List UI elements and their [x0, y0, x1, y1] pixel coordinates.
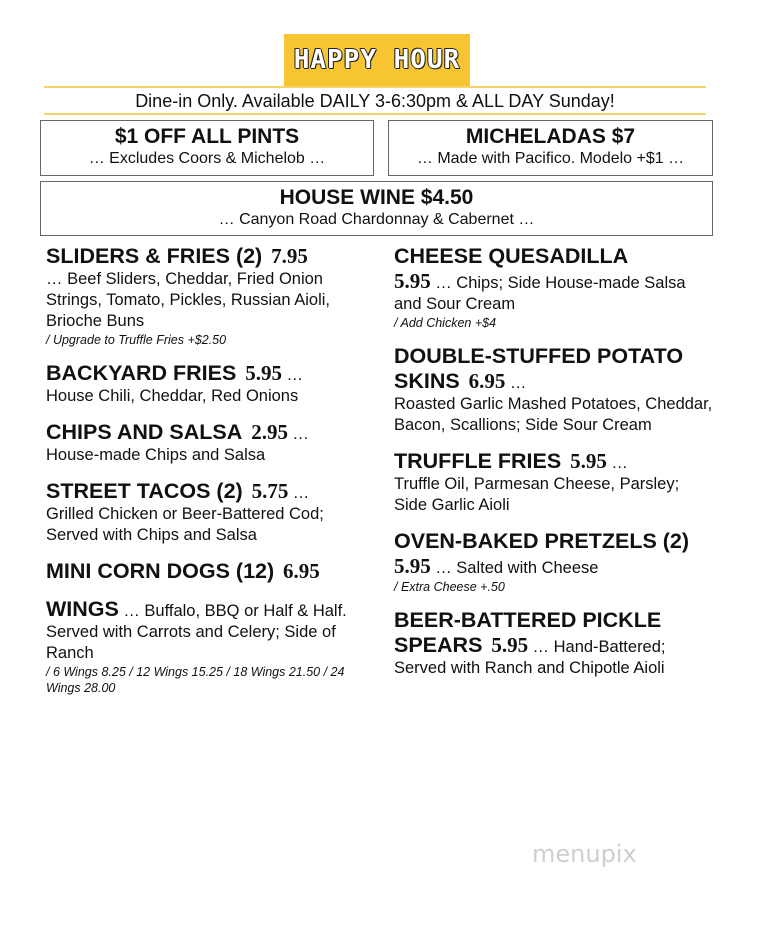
- item-heading: [46, 597, 378, 664]
- banner-title: HAPPY HOUR: [293, 45, 461, 75]
- item-description: Roasted Garlic Mashed Potatoes, Cheddar, Bacon, Scallions; Side Sour Cream: [394, 395, 713, 434]
- menu-item-chips-salsa: [46, 420, 378, 466]
- item-name: CHEESE QUESADILLA: [394, 244, 629, 268]
- item-heading: [394, 529, 716, 579]
- divider-bottom: [44, 113, 706, 115]
- special-title: MICHELADAS $7: [465, 125, 636, 148]
- item-name: TRUFFLE FRIES: [394, 449, 562, 473]
- item-heading: [46, 559, 378, 584]
- item-name: BACKYARD FRIES: [46, 361, 237, 385]
- item-name: MINI CORN DOGS (12): [46, 559, 275, 583]
- special-sub: … Excludes Coors & Michelob …: [88, 150, 326, 167]
- item-description: Truffle Oil, Parmesan Cheese, Parsley; Side Garlic Aioli: [394, 475, 680, 514]
- item-note: / 6 Wings 8.25 / 12 Wings 15.25 / 18 Wings 21.50 / 24 Wings 28.00: [46, 665, 345, 695]
- item-description: House-made Chips and Salsa: [46, 446, 266, 464]
- item-description: … Salted with Cheese: [435, 559, 599, 577]
- item-name: CHIPS AND SALSA: [46, 420, 243, 444]
- menu-item-pretzels: [394, 529, 716, 595]
- item-ellipsis: …: [509, 374, 527, 392]
- item-name: OVEN-BAKED PRETZELS (2): [394, 529, 690, 553]
- item-price: 2.95: [251, 420, 288, 444]
- item-price: 6.95: [468, 369, 506, 393]
- item-name: STREET TACOS (2): [46, 479, 243, 503]
- menu-item-potato-skins: [394, 344, 716, 436]
- menu-item-truffle-fries: [394, 449, 716, 516]
- item-ellipsis: …: [286, 366, 303, 384]
- item-heading: [46, 479, 378, 504]
- item-note: / Add Chicken +$4: [394, 316, 497, 330]
- menu-item-pickle-spears: [394, 608, 716, 679]
- special-house-wine: [40, 181, 713, 236]
- item-description: House Chili, Cheddar, Red Onions: [46, 387, 299, 405]
- special-title: $1 OFF ALL PINTS: [114, 125, 300, 148]
- item-heading: [394, 449, 716, 474]
- item-ellipsis: …: [611, 454, 628, 472]
- item-detail: [394, 269, 716, 315]
- menu-column-right: [394, 244, 716, 692]
- special-pints: [40, 120, 374, 176]
- item-heading: [394, 608, 716, 679]
- item-price: 5.95: [570, 449, 607, 473]
- item-description: … Buffalo, BBQ or Half & Half. Served with Carrots and Celery; Side of Ranch: [46, 602, 347, 662]
- happy-hour-banner: [284, 34, 470, 86]
- item-price: 7.95: [271, 244, 308, 268]
- menu-item-wings: [46, 597, 378, 696]
- special-sub: … Made with Pacifico. Modelo +$1 …: [416, 150, 685, 167]
- item-description: Grilled Chicken or Beer-Battered Cod; Served with Chips and Salsa: [46, 505, 324, 544]
- item-description: … Hand-Battered; Served with Ranch and Chipotle Aioli: [394, 638, 666, 677]
- menupix-watermark: menupix: [532, 840, 637, 868]
- menu-item-backyard-fries: [46, 361, 378, 407]
- divider-top: [44, 86, 706, 88]
- item-heading: [46, 361, 378, 386]
- item-price: 5.95: [491, 633, 529, 657]
- item-description: … Chips; Side House-made Salsa and Sour Cream: [394, 274, 686, 313]
- availability-subtitle: Dine-in Only. Available DAILY 3-6:30pm & ALL DAY Sunday!: [135, 91, 615, 111]
- item-name: DOUBLE-STUFFED POTATO SKINS: [394, 344, 684, 393]
- item-name: SLIDERS & FRIES (2): [46, 244, 263, 268]
- item-ellipsis: …: [292, 425, 309, 443]
- item-note: / Upgrade to Truffle Fries +$2.50: [46, 333, 227, 347]
- item-heading: [394, 344, 716, 394]
- item-price: 5.95: [394, 554, 431, 578]
- item-ellipsis: …: [292, 484, 310, 502]
- menu-column-left: [46, 244, 378, 709]
- item-heading: [46, 244, 378, 269]
- special-sub: … Canyon Road Chardonnay & Cabernet …: [218, 211, 535, 228]
- item-name: WINGS: [46, 597, 119, 621]
- item-price: 5.95: [245, 361, 282, 385]
- item-price: 5.75: [251, 479, 289, 503]
- item-note: / Extra Cheese +.50: [394, 580, 505, 594]
- item-price: 5.95: [394, 269, 431, 293]
- item-heading: [46, 420, 378, 445]
- item-description: … Beef Sliders, Cheddar, Fried Onion Strings, Tomato, Pickles, Russian Aioli, Brioche Buns: [46, 270, 330, 330]
- menu-item-sliders: [46, 244, 378, 348]
- menu-item-street-tacos: [46, 479, 378, 546]
- item-price: 6.95: [283, 559, 320, 583]
- menu-item-mini-corn-dogs: [46, 559, 378, 584]
- special-micheladas: [388, 120, 713, 176]
- item-name: BEER-BATTERED PICKLE SPEARS: [394, 608, 662, 657]
- menu-item-cheese-quesadilla: [394, 244, 716, 331]
- special-title: HOUSE WINE $4.50: [279, 186, 474, 209]
